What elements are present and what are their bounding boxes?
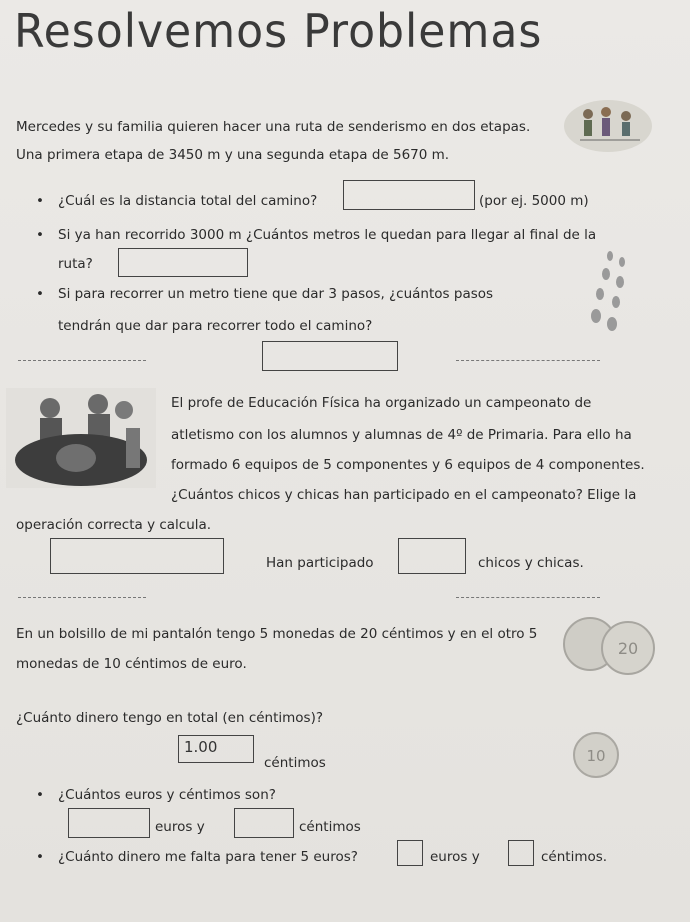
page-title: Resolvemos Problemas — [14, 4, 543, 58]
q2-answer-box[interactable] — [118, 248, 248, 277]
p3-line1: En un bolsillo de mi pantalón tengo 5 monedas de 20 céntimos y en el otro 5 — [16, 626, 538, 642]
q3-answer-box[interactable] — [262, 341, 398, 371]
p3-total-answer: 1.00 — [184, 738, 218, 756]
divider-left-1 — [18, 360, 146, 361]
p2-operation-box[interactable] — [50, 538, 224, 574]
p1-line1: Mercedes y su familia quieren hacer una ruta de senderismo en dos etapas. — [16, 119, 531, 135]
p1-line2: Una primera etapa de 3450 m y una segunda etapa de 5670 m. — [16, 147, 450, 163]
p2-grade: 4º — [447, 427, 463, 443]
p2-line2 — [171, 426, 632, 444]
footprints-illustration — [578, 248, 638, 336]
q1-text: • ¿Cuál es la distancia total del camino? — [58, 192, 317, 210]
p3-centimos-label: céntimos — [264, 755, 326, 771]
coins-illustration — [562, 614, 658, 676]
coin-10-label: 10 — [586, 747, 606, 765]
p2-answer-box[interactable] — [398, 538, 466, 574]
p3-question: ¿Cuánto dinero tengo en total (en céntimos)? — [16, 710, 324, 726]
hikers-illustration — [560, 96, 655, 156]
p2-line3: formado 6 equipos de 5 componentes y 6 equipos de 4 componentes. — [171, 457, 645, 473]
p2-line2a: atletismo con los alumnos y alumnas de — [171, 427, 444, 443]
divider-right-2 — [456, 597, 600, 598]
q3-line1: • Si para recorrer un metro tiene que dar 3 pasos, ¿cuántos pasos — [58, 285, 493, 303]
q1-answer-box[interactable] — [343, 180, 475, 210]
p3-euros-y2: euros y — [430, 849, 480, 865]
q3-line2: tendrán que dar para recorrer todo el camino? — [58, 318, 373, 334]
p3-line2: monedas de 10 céntimos de euro. — [16, 656, 247, 672]
athletes-illustration — [6, 388, 156, 488]
q1-hint: (por ej. 5000 m) — [479, 193, 589, 209]
p3-euros-box[interactable] — [68, 808, 150, 838]
coin-10-illustration — [566, 730, 626, 780]
p3-q3: • ¿Cuánto dinero me falta para tener 5 euros? — [58, 848, 358, 866]
p2-line1: El profe de Educación Física ha organizado un campeonato de — [171, 395, 592, 411]
q2-line1: • Si ya han recorrido 3000 m ¿Cuántos metros le quedan para llegar al final de la — [58, 226, 596, 244]
p3-euros-y: euros y — [155, 819, 205, 835]
p2-participated: Han participado — [266, 555, 374, 571]
coin-20-label: 20 — [617, 639, 639, 658]
p3-missing-centimos-box[interactable] — [508, 840, 534, 866]
p2-line2b: de Primaria. Para ello ha — [466, 427, 632, 443]
p3-missing-euros-box[interactable] — [397, 840, 423, 866]
divider-right-1 — [456, 360, 600, 361]
p2-line5: operación correcta y calcula. — [16, 517, 212, 533]
p3-q2: • ¿Cuántos euros y céntimos son? — [58, 786, 276, 804]
divider-left-2 — [18, 597, 146, 598]
q2-line2: ruta? — [58, 256, 93, 272]
p2-line4: ¿Cuántos chicos y chicas han participado en el campeonato? Elige la — [171, 487, 637, 503]
p3-centimos3: céntimos. — [541, 849, 608, 865]
p3-centimos2: céntimos — [299, 819, 361, 835]
p2-kids: chicos y chicas. — [478, 555, 584, 571]
p3-centimos-box[interactable] — [234, 808, 294, 838]
